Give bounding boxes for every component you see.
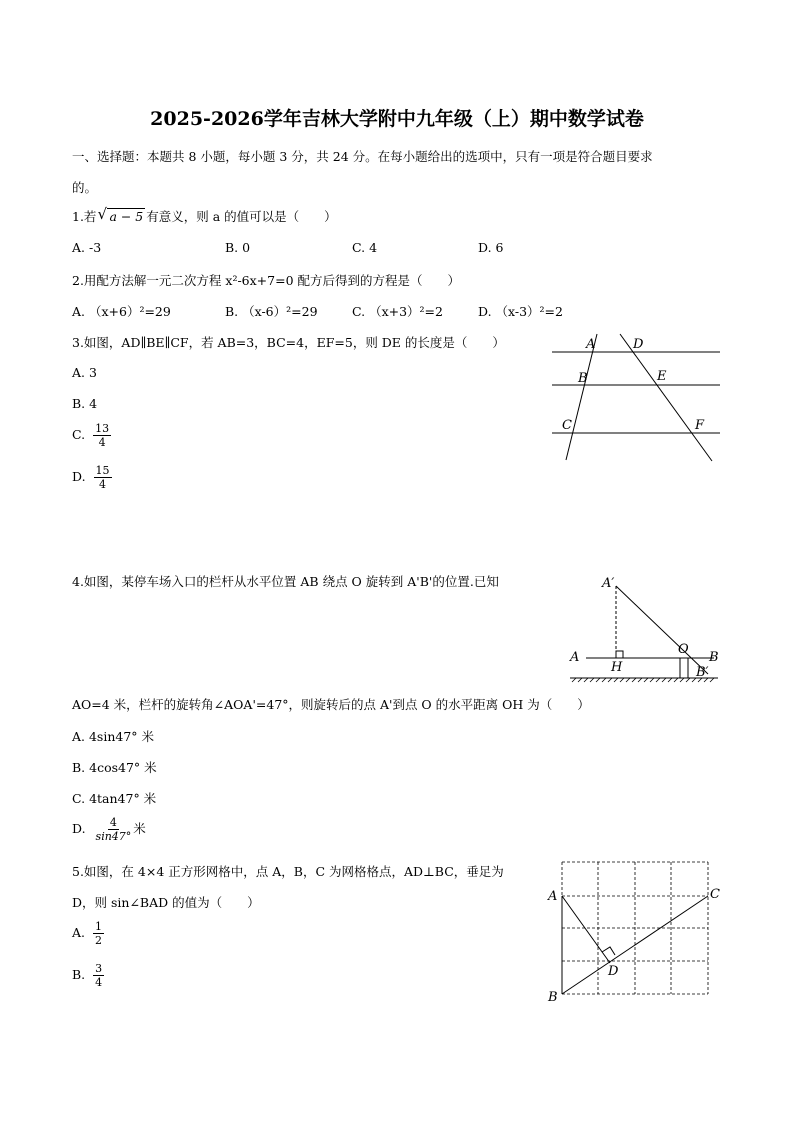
- question-2-stem: 2.用配方法解一元二次方程 x²-6x+7=0 配方后得到的方程是（ ）: [72, 273, 461, 288]
- fraction-denominator: 2: [95, 934, 102, 947]
- label-A-prime: A′: [602, 576, 615, 591]
- fraction-numerator: 1: [95, 920, 102, 933]
- q3-option-c: [72, 422, 111, 449]
- label-O: O: [678, 642, 689, 657]
- section-heading-line2: 的。: [72, 180, 98, 195]
- gate-post: [680, 658, 688, 678]
- q1-option-b: B. 0: [225, 240, 251, 255]
- question-4-stem-line1: 4.如图，某停车场入口的栏杆从水平位置 AB 绕点 O 旋转到 A'B'的位置.已知: [72, 574, 499, 589]
- fraction-denominator: 4: [98, 436, 106, 449]
- radical-sign-icon: √: [97, 205, 107, 223]
- label-D: D: [608, 964, 619, 979]
- segment-AD: [562, 896, 610, 963]
- fraction-numerator: 4: [109, 816, 117, 829]
- q1-option-d: D. 6: [478, 240, 504, 255]
- fraction-numerator: 15: [95, 464, 110, 477]
- q4-option-d-label: D.: [72, 821, 86, 836]
- q4-barrier-gate-figure: [566, 570, 726, 686]
- section-heading-line1: 一、选择题：本题共 8 小题，每小题 3 分，共 24 分。在每小题给出的选项中，只有一项是符合题目要求: [72, 149, 653, 164]
- transversal-ABC: [566, 334, 597, 460]
- q5-option-a-fraction: [93, 920, 104, 947]
- question-5-stem-line1: 5.如图，在 4×4 正方形网格中，点 A，B，C 为网格格点，AD⊥BC，垂足为: [72, 864, 504, 879]
- question-1-suffix: 有意义，则 a 的值可以是（ ）: [146, 209, 337, 224]
- q3-option-a: A. 3: [72, 365, 97, 380]
- q3-parallel-lines-figure: [550, 330, 725, 465]
- label-C: C: [710, 887, 720, 902]
- label-C: C: [562, 418, 572, 433]
- q3-option-d-label: D.: [72, 469, 86, 484]
- q5-option-b-fraction: [93, 962, 104, 989]
- label-A: A: [548, 889, 558, 904]
- label-D: D: [633, 337, 644, 352]
- label-A: A: [586, 337, 596, 352]
- question-4-stem-line2: AO=4 米，栏杆的旋转角∠AOA'=47°，则旋转后的点 A'到点 O 的水平距离 OH 为（ ）: [72, 697, 590, 712]
- q4-option-d-fraction: [94, 816, 134, 843]
- q5-option-a: [72, 920, 104, 947]
- label-A: A: [570, 650, 580, 665]
- q5-option-a-label: A.: [72, 925, 86, 940]
- question-5-stem-line2: D，则 sin∠BAD 的值为（ ）: [72, 895, 260, 910]
- fraction-numerator: 13: [95, 422, 110, 435]
- question-3-stem: 3.如图，AD∥BE∥CF，若 AB=3，BC=4，EF=5，则 DE 的长度是（ ）: [72, 335, 505, 350]
- q4-option-b: B. 4cos47° 米: [72, 760, 157, 775]
- q4-option-a: A. 4sin47° 米: [72, 729, 155, 744]
- q4-option-d-unit: 米: [133, 821, 146, 836]
- q2-option-a: A. （x+6）²=29: [72, 304, 171, 319]
- q4-option-c: C. 4tan47° 米: [72, 791, 157, 806]
- label-B-prime: B′: [696, 665, 709, 680]
- question-1-stem: [72, 207, 337, 225]
- fraction-numerator: 3: [95, 962, 103, 975]
- label-B: B: [548, 990, 558, 1005]
- q3-option-d: [72, 464, 112, 491]
- label-F: F: [695, 418, 705, 433]
- q1-option-a: A. -3: [72, 240, 102, 255]
- q5-option-b-label: B.: [72, 967, 86, 982]
- question-1-prefix: 1.若: [72, 209, 97, 224]
- q1-option-c: C. 4: [352, 240, 378, 255]
- rotated-bar-A-prime-B-prime: [616, 586, 708, 674]
- q3-option-d-fraction: [94, 464, 112, 491]
- q5-option-b: [72, 962, 104, 989]
- sqrt-expression: [97, 205, 145, 224]
- q3-option-c-label: C.: [72, 427, 86, 442]
- page-title: 2025-2026学年吉林大学附中九年级（上）期中数学试卷: [150, 108, 644, 130]
- transversal-DEF: [620, 334, 712, 461]
- q3-option-c-fraction: [93, 422, 111, 449]
- fraction-denominator: 4: [99, 478, 107, 491]
- q2-option-c: C. （x+3）²=2: [352, 304, 443, 319]
- q4-option-d: [72, 816, 146, 843]
- label-H: H: [611, 660, 623, 675]
- label-E: E: [657, 369, 667, 384]
- right-angle-mark-icon: [616, 651, 623, 658]
- q5-grid-figure: [544, 858, 724, 1008]
- fraction-denominator: sin47°: [95, 830, 132, 843]
- label-B: B: [709, 650, 719, 665]
- q2-option-b: B. （x-6）²=29: [225, 304, 318, 319]
- grid-lines: [562, 862, 708, 994]
- radicand: a − 5: [109, 209, 144, 224]
- fraction-denominator: 4: [95, 976, 103, 989]
- q2-option-d: D. （x-3）²=2: [478, 304, 563, 319]
- ground-hatching: [572, 678, 714, 682]
- label-B: B: [578, 371, 588, 386]
- q3-option-b: B. 4: [72, 396, 98, 411]
